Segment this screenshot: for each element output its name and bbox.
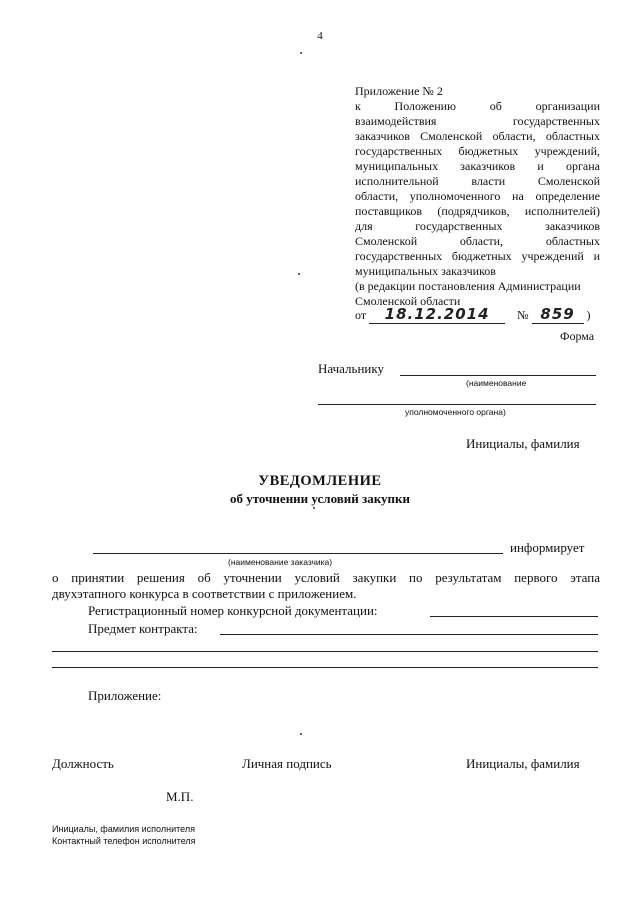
addressee-caption-top: (наименование <box>466 378 527 388</box>
registration-field-line[interactable] <box>430 616 598 617</box>
notice-paragraph <box>52 570 600 602</box>
close-paren: ) <box>586 308 591 322</box>
signature-personal: Личная подпись <box>242 756 332 771</box>
subject-field-line[interactable] <box>220 634 598 635</box>
subject-field-line-2[interactable] <box>52 651 598 652</box>
addressee-label: Начальнику <box>318 361 385 376</box>
subject-field-line-3[interactable] <box>52 667 598 668</box>
annex-line: муниципальных заказчиков <box>355 264 496 278</box>
paragraph-line: двухэтапного конкурса в соответствии с приложением. <box>52 586 357 601</box>
scan-speck <box>300 733 302 735</box>
from-label: от <box>355 308 367 322</box>
number-label: № <box>517 308 529 322</box>
annex-line: взаимодействия государственных <box>355 114 600 128</box>
addressee-initials: Инициалы, фамилия <box>466 436 580 451</box>
annex-title: Приложение № 2 <box>355 84 443 98</box>
customer-caption: (наименование заказчика) <box>228 557 333 567</box>
annex-line: к Положению об организации <box>355 99 600 113</box>
document-subtitle: об уточнении условий закупки <box>229 491 411 506</box>
attachment-label: Приложение: <box>88 688 162 703</box>
executor-name: Инициалы, фамилия исполнителя <box>52 824 195 834</box>
annex-block <box>355 84 600 309</box>
page-number: 4 <box>317 30 323 42</box>
handwritten-date: 18.12.2014 <box>369 305 505 324</box>
stamp-place: М.П. <box>166 789 194 804</box>
annex-line: заказчиков Смоленской области, областных <box>355 129 600 143</box>
customer-name-line[interactable] <box>93 553 503 554</box>
signature-initials: Инициалы, фамилия <box>466 756 580 771</box>
annex-line: государственных бюджетных учреждений, <box>355 144 600 158</box>
annex-line: области, уполномоченного на определение <box>355 189 600 203</box>
scan-speck <box>300 52 302 54</box>
form-label: Форма <box>560 329 595 343</box>
document-title: УВЕДОМЛЕНИЕ <box>258 473 382 489</box>
addressee-field-line[interactable] <box>400 375 596 376</box>
annex-line: поставщиков (подрядчиков, исполнителей) <box>355 204 600 218</box>
annex-line: государственных бюджетных учреждений и <box>355 249 600 263</box>
subject-label: Предмет контракта: <box>88 621 198 636</box>
addressee-caption-bottom: уполномоченного органа) <box>405 407 506 417</box>
executor-phone: Контактный телефон исполнителя <box>52 836 196 846</box>
annex-line: исполнительной власти Смоленской <box>355 174 600 188</box>
scan-speck <box>298 273 300 275</box>
addressee-field-line-2[interactable] <box>318 404 596 405</box>
scan-speck <box>313 507 315 509</box>
annex-line: муниципальных заказчиков и органа <box>355 159 600 173</box>
annex-date-row <box>355 305 600 324</box>
paragraph-line: о принятии решения об уточнении условий закупки по результатам первого этапа <box>52 570 600 585</box>
registration-label: Регистрационный номер конкурсной документации: <box>88 603 378 618</box>
annex-edition: Смоленской области <box>355 294 461 308</box>
signature-position: Должность <box>52 756 114 771</box>
annex-edition: (в редакции постановления Администрации <box>355 279 581 293</box>
annex-line: для государственных заказчиков <box>355 219 600 233</box>
annex-line: Смоленской области, областных <box>355 234 600 248</box>
handwritten-number: 859 <box>532 305 584 324</box>
informs-word: информирует <box>510 540 585 555</box>
